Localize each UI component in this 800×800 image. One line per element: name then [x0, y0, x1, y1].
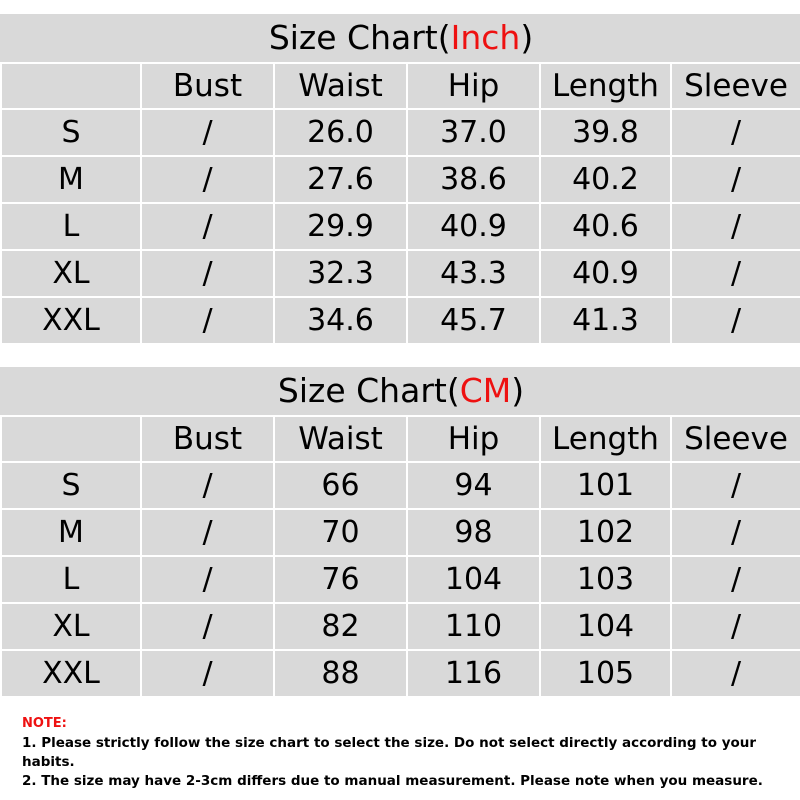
size-table-cm: [0, 367, 800, 698]
cell-size: S: [1, 462, 141, 509]
note-heading: NOTE:: [22, 716, 67, 731]
cell-waist: 27.6: [274, 156, 407, 203]
cell-length: 40.6: [540, 203, 671, 250]
header-length: Length: [540, 63, 671, 109]
cell-hip: 94: [407, 462, 540, 509]
cell-size: XL: [1, 250, 141, 297]
cell-hip: 43.3: [407, 250, 540, 297]
cell-hip: 110: [407, 603, 540, 650]
chart-title-unit: CM: [459, 371, 512, 410]
cell-sleeve: /: [671, 203, 800, 250]
cell-size: L: [1, 203, 141, 250]
table-row: [1, 156, 800, 203]
cell-size: M: [1, 156, 141, 203]
cell-length: 40.9: [540, 250, 671, 297]
cell-bust: /: [141, 297, 274, 344]
cell-waist: 26.0: [274, 109, 407, 156]
cell-size: L: [1, 556, 141, 603]
cell-waist: 34.6: [274, 297, 407, 344]
header-size: [1, 416, 141, 462]
header-length: Length: [540, 416, 671, 462]
header-sleeve: Sleeve: [671, 416, 800, 462]
table-row: [1, 297, 800, 344]
cell-bust: /: [141, 156, 274, 203]
cell-hip: 38.6: [407, 156, 540, 203]
cell-bust: /: [141, 250, 274, 297]
cell-size: M: [1, 509, 141, 556]
cell-sleeve: /: [671, 509, 800, 556]
cell-length: 102: [540, 509, 671, 556]
cell-length: 41.3: [540, 297, 671, 344]
cell-length: 101: [540, 462, 671, 509]
cell-bust: /: [141, 109, 274, 156]
cell-length: 105: [540, 650, 671, 697]
size-chart-inch: [0, 14, 800, 345]
cell-bust: /: [141, 462, 274, 509]
cell-waist: 70: [274, 509, 407, 556]
cell-size: XXL: [1, 297, 141, 344]
table-row: [1, 250, 800, 297]
table-row: [1, 603, 800, 650]
cell-sleeve: /: [671, 156, 800, 203]
note-line-1: 1. Please strictly follow the size chart to select the size. Do not select directly according to your habits.: [22, 735, 757, 770]
cell-waist: 82: [274, 603, 407, 650]
header-hip: Hip: [407, 63, 540, 109]
chart-title-inch: [1, 14, 800, 63]
cell-waist: 66: [274, 462, 407, 509]
cell-hip: 37.0: [407, 109, 540, 156]
note-line-2: 2. The size may have 2-3cm differs due to manual measurement. Please note when you measure.: [22, 773, 763, 789]
table-title-row: [1, 14, 800, 63]
chart-title-text: Size Chart(: [268, 18, 451, 57]
table-row: [1, 203, 800, 250]
cell-sleeve: /: [671, 297, 800, 344]
table-row: [1, 462, 800, 509]
header-bust: Bust: [141, 416, 274, 462]
cell-length: 40.2: [540, 156, 671, 203]
table-row: [1, 556, 800, 603]
top-spacer: [0, 0, 800, 14]
cell-waist: 29.9: [274, 203, 407, 250]
cell-length: 104: [540, 603, 671, 650]
table-row: [1, 509, 800, 556]
chart-title-close: ): [511, 371, 525, 410]
cell-hip: 40.9: [407, 203, 540, 250]
table-row: [1, 109, 800, 156]
cell-size: XL: [1, 603, 141, 650]
table-header-row: [1, 416, 800, 462]
cell-hip: 116: [407, 650, 540, 697]
cell-bust: /: [141, 603, 274, 650]
cell-sleeve: /: [671, 603, 800, 650]
chart-title-cm: [1, 367, 800, 416]
header-waist: Waist: [274, 416, 407, 462]
cell-hip: 104: [407, 556, 540, 603]
cell-length: 39.8: [540, 109, 671, 156]
header-bust: Bust: [141, 63, 274, 109]
header-waist: Waist: [274, 63, 407, 109]
cell-waist: 88: [274, 650, 407, 697]
cell-hip: 98: [407, 509, 540, 556]
table-row: [1, 650, 800, 697]
chart-title-unit: Inch: [450, 18, 521, 57]
cell-waist: 76: [274, 556, 407, 603]
cell-size: XXL: [1, 650, 141, 697]
chart-spacer: [0, 345, 800, 367]
header-size: [1, 63, 141, 109]
size-chart-cm: [0, 367, 800, 698]
cell-sleeve: /: [671, 109, 800, 156]
cell-size: S: [1, 109, 141, 156]
header-sleeve: Sleeve: [671, 63, 800, 109]
table-title-row: [1, 367, 800, 416]
chart-title-close: ): [520, 18, 534, 57]
cell-bust: /: [141, 203, 274, 250]
cell-bust: /: [141, 650, 274, 697]
table-header-row: [1, 63, 800, 109]
cell-sleeve: /: [671, 462, 800, 509]
cell-sleeve: /: [671, 556, 800, 603]
cell-sleeve: /: [671, 250, 800, 297]
cell-sleeve: /: [671, 650, 800, 697]
cell-bust: /: [141, 556, 274, 603]
chart-title-text: Size Chart(: [277, 371, 460, 410]
cell-waist: 32.3: [274, 250, 407, 297]
note-section: [0, 698, 800, 791]
size-table-inch: [0, 14, 800, 345]
cell-length: 103: [540, 556, 671, 603]
header-hip: Hip: [407, 416, 540, 462]
cell-hip: 45.7: [407, 297, 540, 344]
cell-bust: /: [141, 509, 274, 556]
